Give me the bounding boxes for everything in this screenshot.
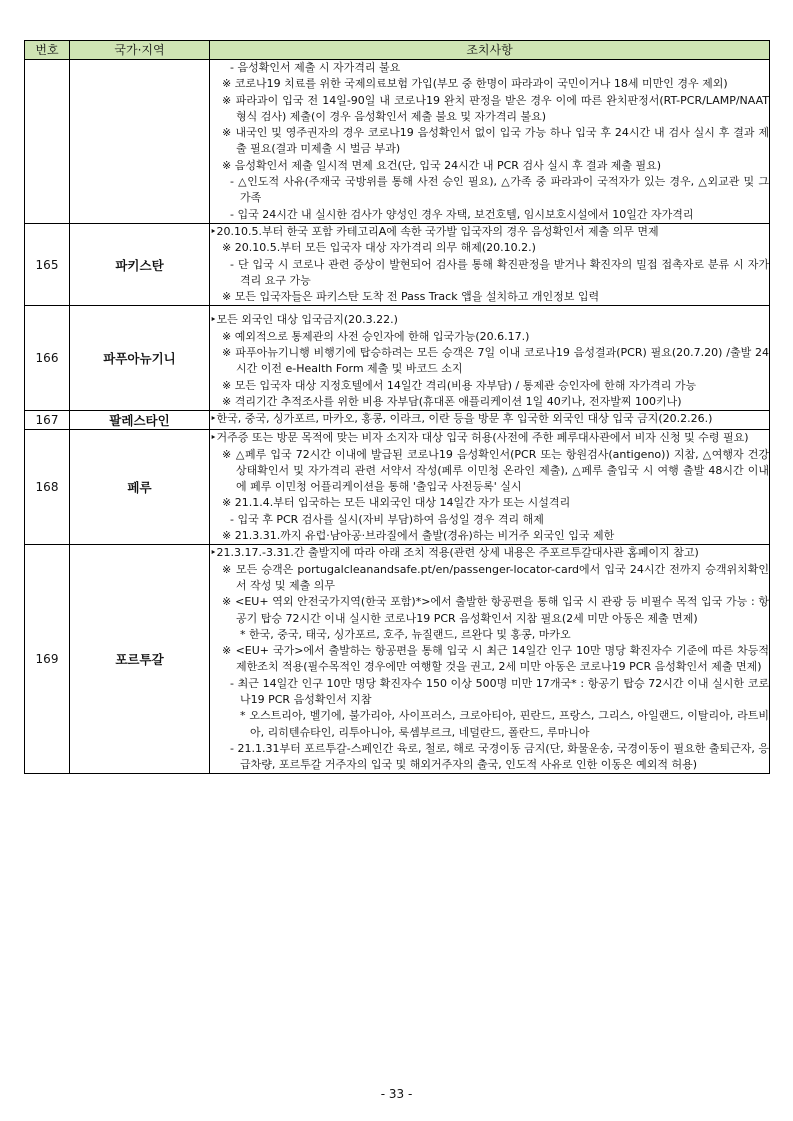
measure-cell [210,545,770,774]
table-row [25,223,770,305]
measure-cell [210,430,770,545]
measure-line: ‣한국, 중국, 싱가포르, 마카오, 홍콩, 이라크, 이란 등을 방문 후 입국한 외국인 대상 입국 금지(20.2.26.) [210,412,713,426]
table-row [25,60,770,224]
measure-line: ‣20.10.5.부터 한국 포함 카테고리A에 속한 국가발 입국자의 경우 음성확인서 제출 의무 면제 [210,224,659,238]
page-number: - 33 - [380,1087,413,1101]
measure-line: - 21.1.31부터 포르투갈-스페인간 육로, 철로, 해로 국경이동 금지(단, 화물운송, 국경이동이 필요한 출퇴근자, 응급차량, 포르투갈 거주자의 입국 및 해외거주자의 출국, 인도적 사유로 인한 이동은 예외적 허용) [230,741,769,772]
measure-line: ‣모든 외국인 대상 입국금지(20.3.22.) [210,313,398,327]
table-row [25,545,770,774]
row-number: 169 [25,545,70,774]
measure-cell [210,223,770,305]
header-measures: 조치사항 [210,41,770,60]
measure-line: ※ 20.10.5.부터 모든 입국자 대상 자가격리 의무 해제(20.10.2.) [222,241,536,255]
row-number: 165 [25,223,70,305]
table-row [25,430,770,545]
header-number: 번호 [25,41,70,60]
country-name: 포르투갈 [70,545,210,774]
measure-line: - 입국 24시간 내 실시한 검사가 양성인 경우 자택, 보건호텔, 임시보호시설에서 10일간 자가격리 [230,207,694,221]
measure-line: ※ 예외적으로 통제관의 사전 승인자에 한해 입국가능(20.6.17.) [222,329,530,343]
measure-line: ※ <EU+ 국가>에서 출발하는 항공편을 통해 입국 시 최근 14일간 인구 10만 명당 확진자수 기준에 따른 차등적 제한조치 적용(필수목적인 경우에만 여행할 것을 권고, 2세 미만 아동은 코로나19 PCR 음성확인서 제출 면제) [222,644,769,674]
measure-cell [210,60,770,224]
header-country: 국가·지역 [70,41,210,60]
country-name: 팔레스타인 [70,411,210,430]
table-header-row [25,41,770,60]
measure-line: * 한국, 중국, 태국, 싱가포르, 호주, 뉴질랜드, 르완다 및 홍콩, 마카오 [240,627,571,641]
measure-line: ※ 파푸아뉴기니행 비행기에 탑승하려는 모든 승객은 7일 이내 코로나19 음성결과(PCR) 필요(20.7.20) /출발 24시간 이전 e-Health Form 제출 및 바코드 소지 [222,346,769,376]
table-body [25,60,770,774]
measure-line: ※ 파라과이 입국 전 14일-90일 내 코로나19 완치 판정을 받은 경우 이에 따른 완치판정서(RT-PCR/LAMP/NAAT 형식 검사) 제출(이 경우 음성확인서 제출 불요 및 자가격리 불요) [222,93,769,123]
measure-line: - △인도적 사유(주재국 국방위를 통해 사전 승인 필요), △가족 중 파라과이 국적자가 있는 경우, △외교관 및 그 가족 [230,175,769,205]
measure-line: ※ 모든 입국자들은 파키스탄 도착 전 Pass Track 앱을 설치하고 개인정보 입력 [222,290,600,304]
measure-line: ※ 격리기간 추적조사를 위한 비용 자부담(휴대폰 애플리케이션 1일 40키나, 전자발찌 100키나) [222,394,682,408]
measure-line: - 입국 후 PCR 검사를 실시(자비 부담)하여 음성일 경우 격리 해제 [230,512,544,526]
measure-cell [210,306,770,411]
measure-line: ※ 21.1.4.부터 입국하는 모든 내외국인 대상 14일간 자가 또는 시설격리 [222,496,571,510]
measure-line: ‣거주증 또는 방문 목적에 맞는 비자 소지자 대상 입국 허용(사전에 주한 페루대사관에서 비자 신청 및 수령 필요) [210,431,749,445]
measure-line: ※ 음성확인서 제출 일시적 면제 요건(단, 입국 24시간 내 PCR 검사 실시 후 결과 제출 필요) [222,158,662,172]
measure-cell [210,411,770,430]
row-number [25,60,70,224]
measures-table [24,40,770,774]
table-row [25,306,770,411]
table-row [25,411,770,430]
measure-line: ‣21.3.17.-3.31.간 출발지에 따라 아래 조치 적용(관련 상세 내용은 주포르투갈대사관 홈페이지 참고) [210,546,699,560]
row-number: 166 [25,306,70,411]
measure-line: ※ 모든 입국자 대상 지정호텔에서 14일간 격리(비용 자부담) / 통제관 승인자에 한해 자가격리 가능 [222,378,697,392]
row-number: 167 [25,411,70,430]
country-name: 페루 [70,430,210,545]
measure-line: ※ 내국인 및 영주권자의 경우 코로나19 음성확인서 없이 입국 가능 하나 입국 후 24시간 내 검사 실시 후 결과 제출 필요(결과 미제출 시 벌금 부과) [222,126,769,156]
measure-line: ※ <EU+ 역외 안전국가지역(한국 포함)*>에서 출발한 항공편을 통해 입국 시 관광 등 비필수 목적 입국 가능 : 항공기 탑승 72시간 이내 실시한 코로나19 PCR 음성확인서 지참 필요(2세 미만 아동은 제출 면제) [222,595,769,625]
row-number: 168 [25,430,70,545]
measure-line: ※ 모든 승객은 portugalcleanandsafe.pt/en/passenger-locator-card에서 입국 24시간 전까지 승객위치확인서 작성 및 제출 의무 [222,562,769,592]
measure-line: * 오스트리아, 벨기에, 불가리아, 사이프러스, 크로아티아, 핀란드, 프랑스, 그리스, 아일랜드, 이탈리아, 라트비아, 리히텐슈타인, 리투아니아, 룩셈부르크, 네덜란드, 폴란드, 루마니아 [240,709,769,739]
country-name: 파키스탄 [70,223,210,305]
measure-line: - 최근 14일간 인구 10만 명당 확진자수 150 이상 500명 미만 17개국* : 항공기 탑승 72시간 이내 실시한 코로나19 PCR 음성확인서 지참 [230,676,769,706]
measure-line: ※ 21.3.31.까지 유럽·남아공·브라질에서 출발(경유)하는 비거주 외국인 입국 제한 [222,529,615,543]
measure-line: - 단 입국 시 코로나 관련 증상이 발현되어 검사를 통해 확진판정을 받거나 확진자의 밀접 접촉자로 분류 시 자가 격리 요구 가능 [230,257,769,287]
measure-line: ※ △페루 입국 72시간 이내에 발급된 코로나19 음성확인서(PCR 또는 항원검사(antigeno)) 지참, △여행자 건강상태확인서 및 자가격리 관련 서약서 작성(페루 이민청 온라인 제출), △페루 출입국 시 여행 출발 48시간 이내에 페루 이민청 어플리케이션을 통해 '출입국 사전등록' 실시 [222,447,769,494]
country-name [70,60,210,224]
measure-line: - 음성확인서 제출 시 자가격리 불요 [230,61,401,74]
measure-line: ※ 코로나19 치료를 위한 국제의료보험 가입(부모 중 한명이 파라과이 국민이거나 18세 미만인 경우 제외) [222,77,728,91]
country-name: 파푸아뉴기니 [70,306,210,411]
